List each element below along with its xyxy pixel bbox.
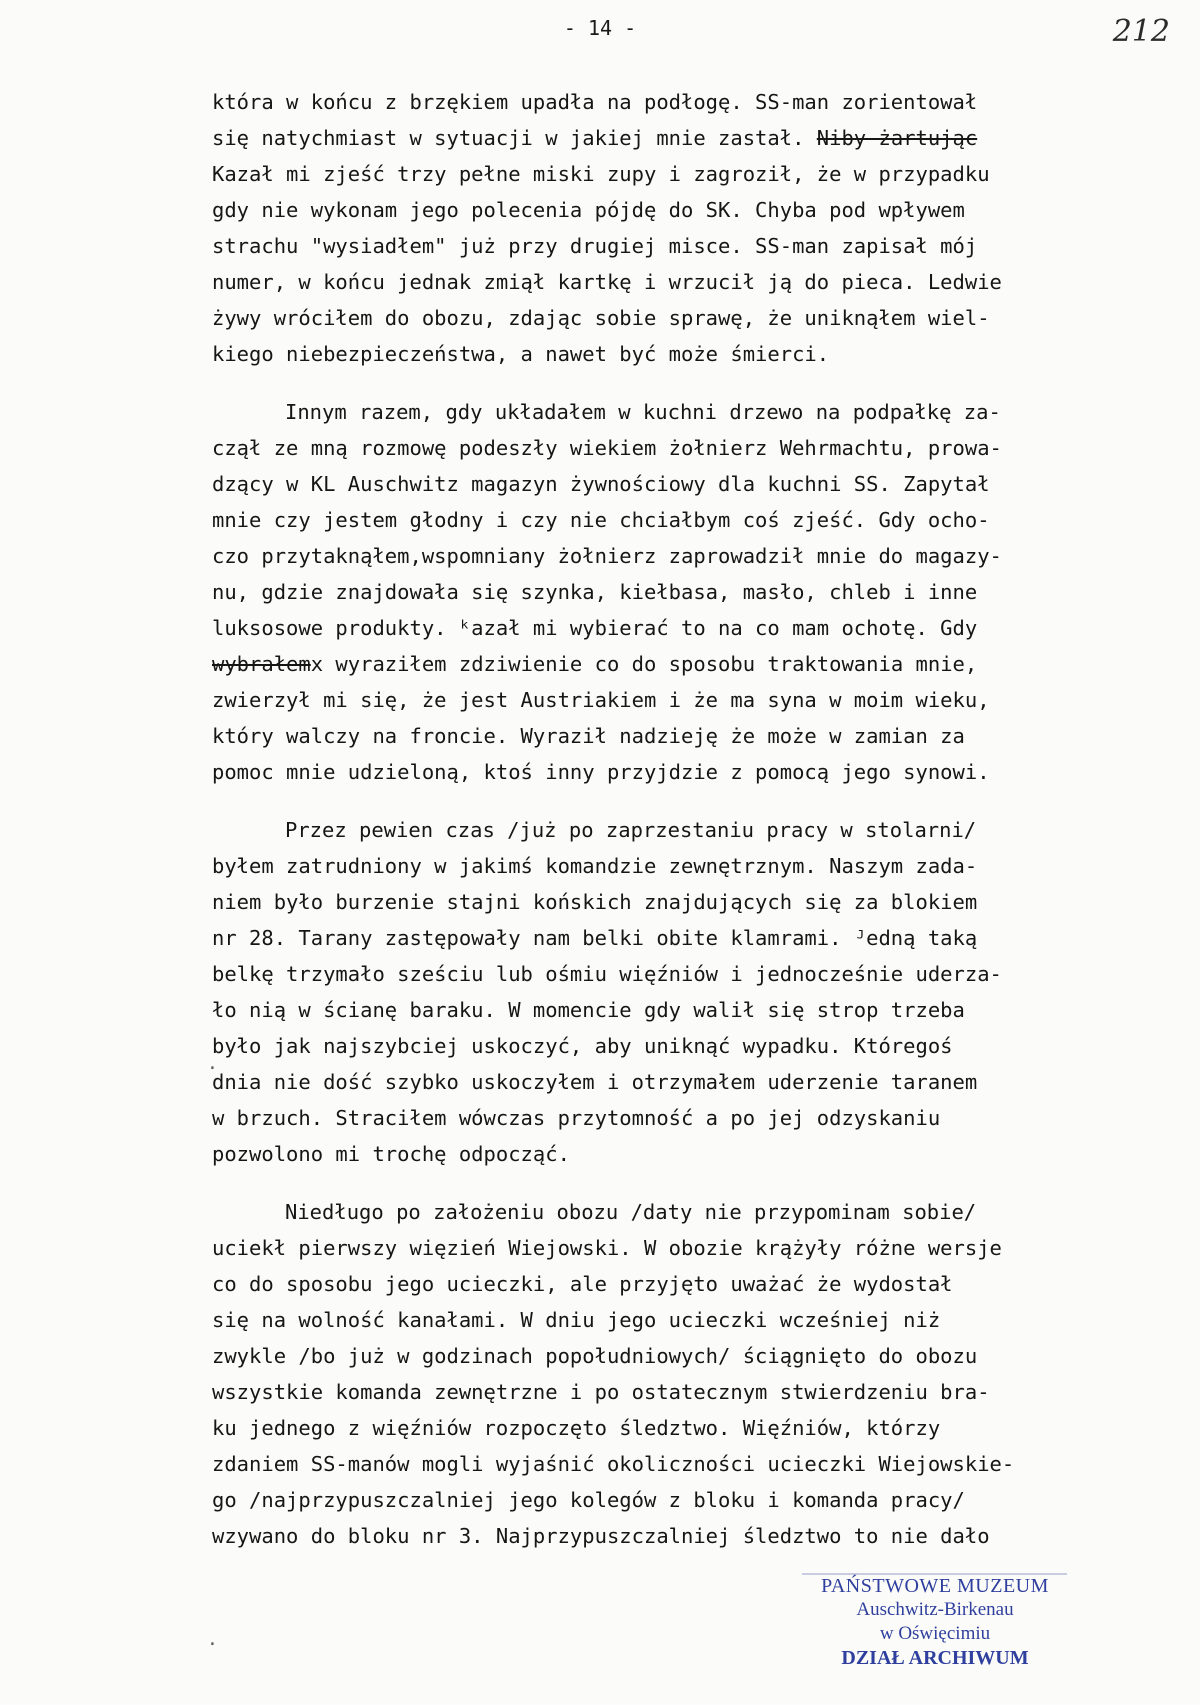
text-line: co do sposobu jego ucieczki, ale przyjęto uważać że wydostał — [212, 1272, 953, 1296]
text-line: go /najprzypuszczalniej jego kolegów z bloku i komanda pracy/ — [212, 1488, 965, 1512]
text-line: nu, gdzie znajdowała się szynka, kiełbasa, masło, chleb i inne — [212, 580, 978, 604]
paragraph-2 — [212, 394, 1172, 790]
text-line: Kazał mi zjeść trzy pełne miski zupy i zagroził, że w przypadku — [212, 162, 990, 186]
text-line: się natychmiast w sytuacji w jakiej mnie zastał. Niby żartując — [212, 126, 978, 150]
text-line: pomoc mnie udzieloną, ktoś inny przyjdzie z pomocą jego synowi. — [212, 760, 990, 784]
text-line: Niedługo po założeniu obozu /daty nie przypominam sobie/ — [285, 1200, 977, 1224]
text-line: wszystkie komanda zewnętrzne i po ostatecznym stwierdzeniu bra- — [212, 1380, 990, 1404]
paragraph-3 — [212, 812, 1172, 1172]
text-line: kiego niebezpieczeństwa, a nawet być może śmierci. — [212, 342, 830, 366]
text-line: Innym razem, gdy układałem w kuchni drzewo na podpałkę za- — [285, 400, 1001, 424]
paragraph-1 — [212, 84, 1172, 372]
stamp-line: PAŃSTWOWE MUZEUM — [821, 1575, 1049, 1597]
text-line: która w końcu z brzękiem upadła na podłogę. SS-man zorientował — [212, 90, 978, 114]
margin-dot: · — [207, 1634, 218, 1655]
text-line: mnie czy jestem głodny i czy nie chciałbym coś zjeść. Gdy ochο- — [212, 508, 990, 532]
text-line: czął ze mną rozmowę podeszły wiekiem żołnierz Wehrmachtu, prowa- — [212, 436, 1002, 460]
archive-number: 212 — [1112, 14, 1170, 49]
text-line: gdy nie wykonam jego polecenia pójdę do SK. Chyba pod wpływem — [212, 198, 965, 222]
text-line: wybrałemx wyraziłem zdziwienie co do sposobu traktowania mnie, — [212, 652, 978, 676]
stamp-line: w Oświęcimiu — [879, 1623, 991, 1644]
text-line: belkę trzymało sześciu lub ośmiu więźniów i jednocześnie uderza- — [212, 962, 1002, 986]
text-line: byłem zatrudniony w jakimś komandzie zewnętrznym. Naszym zada- — [212, 854, 978, 878]
typewritten-text — [212, 84, 1172, 1554]
paragraph-4 — [212, 1194, 1172, 1554]
text-line: Przez pewien czas /już po zaprzestaniu pracy w stolarni/ — [285, 818, 977, 842]
text-line: dnia nie dość szybko uskoczyłem i otrzymałem uderzenie taranem — [212, 1070, 978, 1094]
text-line: uciekł pierwszy więzień Wiejowski. W obozie krążyły różne wersje — [212, 1236, 1002, 1260]
text-line: numer, w końcu jednak zmiął kartkę i wrzucił ją do pieca. Ledwie — [212, 270, 1002, 294]
margin-dot: · — [207, 1058, 218, 1079]
text-line: który walczy na froncie. Wyraził nadzieję że może w zamian za — [212, 724, 965, 748]
text-line: niem było burzenie stajni końskich znajdujących się za blokiem — [212, 890, 978, 914]
struck-out-text: Niby żartując — [816, 126, 978, 150]
archive-stamp — [800, 1574, 1070, 1670]
text-line: dzący w KL Auschwitz magazyn żywnościowy dla kuchni SS. Zapytał — [212, 472, 990, 496]
stamp-line: DZIAŁ ARCHIWUM — [841, 1647, 1029, 1669]
text-line: zwierzył mi się, że jest Austriakiem i że ma syna w moim wieku, — [212, 688, 990, 712]
struck-out-text: wybrałem — [212, 652, 311, 676]
page-number: - 14 - — [563, 16, 637, 40]
text-line: się na wolność kanałami. W dniu jego ucieczki wcześniej niż — [212, 1308, 941, 1332]
text-line: pozwolono mi trochę odpocząć. — [212, 1142, 570, 1166]
stamp-line: Auschwitz-Birkenau — [856, 1599, 1014, 1620]
text-line: w brzuch. Straciłem wówczas przytomność a po jej odzyskaniu — [212, 1106, 941, 1130]
text-line: nr 28. Tarany zastępowały nam belki obite klamrami. ᴶedną taką — [212, 926, 978, 950]
text-line: było jak najszybciej uskoczyć, aby uniknąć wypadku. Któregoś — [212, 1034, 953, 1058]
text-line: ku jednego z więźniów rozpoczęto śledztwo. Więźniów, którzy — [212, 1416, 941, 1440]
text-line: luksosowe produkty. ᵏazał mi wybierać to na co mam ochotę. Gdy — [212, 616, 978, 640]
text-line: ło nią w ścianę baraku. W momencie gdy walił się strop trzeba — [212, 998, 965, 1022]
text-line: czo przytaknąłem,wspomniany żołnierz zaprowadził mnie do magazy- — [212, 544, 1002, 568]
text-line: wzywano do bloku nr 3. Najprzypuszczalniej śledztwo to nie dało — [212, 1524, 990, 1548]
text-line: strachu "wysiadłem" już przy drugiej misce. SS-man zapisał mój — [212, 234, 978, 258]
text-line: żywy wróciłem do obozu, zdając sobie sprawę, że uniknąłem wiel- — [212, 306, 990, 330]
text-line: zwykle /bo już w godzinach popołudniowych/ ściągnięto do obozu — [212, 1344, 978, 1368]
text-line: zdaniem SS-manów mogli wyjaśnić okoliczności ucieczki Wiejowskie- — [212, 1452, 1015, 1476]
